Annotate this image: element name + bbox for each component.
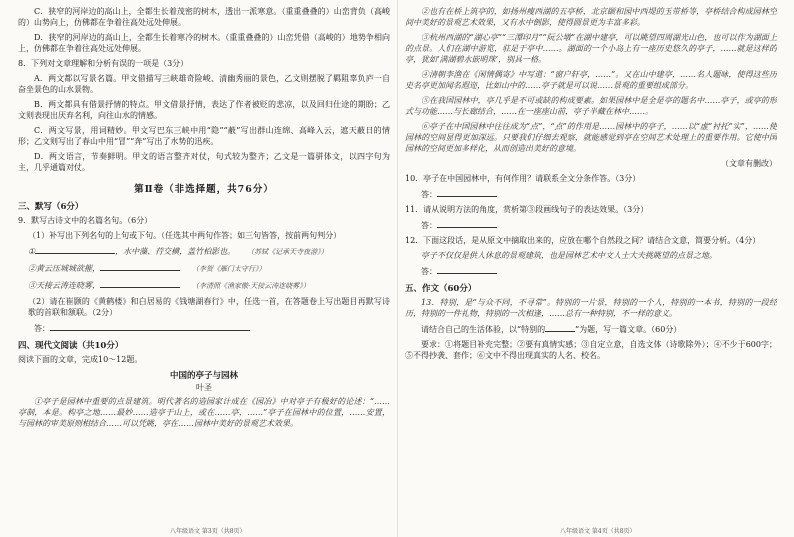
question-8: 8．下列对文章理解和分析有误的一项是（3分） <box>18 59 189 68</box>
article-para-4: ④清朝李渔在《闲情偶寄》中写道：“窗户轩亭，……”。又在山中建亭，……名人题咏，使得这些历史名亭更加闻名遐迩，比如山中的……亭子就是可以说……景观的重要组成部分。 <box>405 70 777 90</box>
answer-line-12: 答： <box>405 265 777 277</box>
answer-blank-2[interactable] <box>100 262 180 271</box>
question-10: 10．亭子在中国园林中，有何作用？请联系全文分条作答。（3分） <box>405 174 641 183</box>
answer-line-10: 答： <box>405 188 777 200</box>
article-para-5: ⑤在我国园林中，亭几乎是不可或缺的构成要素。如果园林中是全是亭的题名中……亭子，或亭的形式与功能……与长廊结合，……在一座座山前，亭子半藏在林中……。 <box>405 96 777 116</box>
question-13: 13．特别，是“与众不同，不寻常”。特别的一片景，特别的一个人，特别的一本书，特别的一段经历，特别的一件礼物，特别的一次相逢，……总有一种特别，不一样的意义。 <box>405 298 777 318</box>
part-2-title: 第Ⅱ卷（非选择题，共76分） <box>134 184 274 195</box>
answer-blank-10[interactable] <box>437 188 497 197</box>
question-12: 12．下面这段话，是从原文中摘取出来的，应放在哪个自然段之间？请结合文意，简要分析。（4分） <box>405 236 761 245</box>
question-9-2: （2）请在崔颢的《黄鹤楼》和白居易的《钱塘湖春行》中，任选一首，在答题卷上写出题目再默写诗歌的首联和颔联。（2分） <box>28 297 390 317</box>
question-8-b: B．两文都具有借景抒情的特点。甲文借景抒情，表达了作者被贬的悲凉，以及回归仕途的期盼；乙文则表现出厌弃名利，向往山水的情感。 <box>18 100 390 120</box>
question-12-quote: 亭子不仅仅是供人休息的景观建筑，也是园林艺术中文人士大夫挑眺望的点景之地。 <box>421 251 717 260</box>
question-9: 9．默写古诗文中的名篇名句。（6分） <box>18 216 153 225</box>
answer-line-11: 答： <box>405 219 777 231</box>
answer-blank-3[interactable] <box>100 279 180 288</box>
question-11: 11．请从说明方法的角度，赏析第③段画线句子的表达效果。（3分） <box>405 205 649 214</box>
title-blank[interactable] <box>545 323 575 332</box>
left-page <box>18 6 390 534</box>
answer-blank-1[interactable] <box>35 245 115 254</box>
article-title: 中国的亭子与园林 <box>169 371 238 381</box>
poem-line-1: ① ，水中藻、荇交横，盖竹柏影也。 （苏轼《记承天寺夜游》） <box>28 247 328 256</box>
poem-line-2: ②黄云压城城欲摧， （李贺《雁门太守行》） <box>28 264 266 273</box>
section-4-heading: 四、现代文阅读（共10分） <box>18 341 124 351</box>
section-3-heading: 三、默写（6分） <box>18 202 84 212</box>
reading-intro: 阅读下面的文章，完成10～12题。 <box>18 355 143 364</box>
option-d: D．狭窄的河岸边的高山上，全都生长着寒冷的树木。（重重叠叠的）山峦凭借（高峻的）地势争相向上，仿佛都在争着往高处远处伸展。 <box>18 33 390 53</box>
essay-requirements: 要求：①将题目补充完整；②要有真情实感；③自定立意，自选文体（诗歌除外）；④不少于600字；⑤不得抄袭、套作；⑥文中不得出现真实的人名、校名。 <box>405 340 777 360</box>
question-8-a: A．两文都以写景名篇。甲文借描写三峡雄奇险峻、清幽秀丽的景色，乙文则摆脱了羁阻辜负庐一自奋坐景色的山水景物。 <box>18 74 390 94</box>
question-13-task: 请结合自己的生活体验，以“特别的 ”为题，写一篇文章。（60分） <box>421 325 682 334</box>
page-divider <box>397 0 398 537</box>
option-c: C．狭窄的河岸边的高山上，全都生长着茂密的树木，透出一派寒意。（重重叠叠的）山峦背负（高峻的）山势向上，仿佛都在争着往高处远处伸展。 <box>18 7 390 27</box>
answer-blank-9[interactable] <box>50 322 250 331</box>
article-source: （文章有删改） <box>721 159 777 168</box>
right-page <box>405 6 777 534</box>
article-para-3: ③杭州西湖的“湖心亭”“三潭印月”“阮公墩”在湖中建亭，可以眺望四周湖光山色，也可以作为湖面上的点景。人们在湖中游览，驻足于亭中……。湖面的一个小岛上有一座历史悠久的亭子，……就是这样的亭，犹如‘满湖碧水嵌明珠’，别具一格。 <box>405 33 777 64</box>
question-8-d: D．两文语言，节奏鲜明。甲文的语言整齐对仗，句式较为整齐；乙文是一篇骈体文，以四字句为主，几乎通篇对仗。 <box>18 152 390 172</box>
question-8-c: C．两文写景，用词精妙。甲文写巴东三峡中用“隐”“蔽”写出群山连绵、高峰入云，遮天蔽日的情形；乙文则写出了春山中用“冒”“奔”写出了水势的迅疾。 <box>18 126 390 146</box>
answer-blank-11[interactable] <box>437 219 497 228</box>
question-9-1: （1）补写出下列名句的上句或下句。（任选其中两句作答；如三句皆答，按前两句判分） <box>28 231 342 240</box>
answer-blank-12[interactable] <box>437 265 497 274</box>
article-author: 叶圣 <box>196 383 212 392</box>
article-para-1: ①亭子是园林中重要的点景建筑。明代著名的造园家计成在《园冶》中对亭子有极好的论述：“……亭制，本是。构亭之地……最妙……造亭于山上，或在……亭，……”亭子在园林中的位置，……安置，与园林的审美原则相结合……可以凭眺，亭在……园林中美好的景观艺术效果。 <box>18 397 390 428</box>
section-5-heading: 五、作文（60分） <box>405 284 477 294</box>
answer-line-9: 答： <box>18 322 390 334</box>
article-para-6: ⑥亭子在中国园林中往往成为“点”，“点”的作用是……园林中的亭子，……以“虚”衬托“实”，……使园林的空间显得更加深远。只要我们仔细去观察，就能感觉到亭在空间艺术处理上的重要作用。它使中国园林的空间更加多样化，从而创造出美好的意境。 <box>405 122 777 153</box>
footer-right: 八年级语文 第4页（共8页） <box>560 528 636 535</box>
poem-line-3: ③天接云涛连晓雾， （李清照《渔家傲·天接云涛连晓雾》） <box>28 281 310 290</box>
article-para-2: ②也有在桥上筑亭的，如扬州瘦西湖的五亭桥，北京颐和园中西堤的玉带桥等，亭桥结合构成园林空间中美好的景观艺术效果，又有水中倒影，使得圆景更为丰富多彩。 <box>405 7 777 27</box>
footer-left: 八年级语文 第3页（共8页） <box>170 528 246 535</box>
